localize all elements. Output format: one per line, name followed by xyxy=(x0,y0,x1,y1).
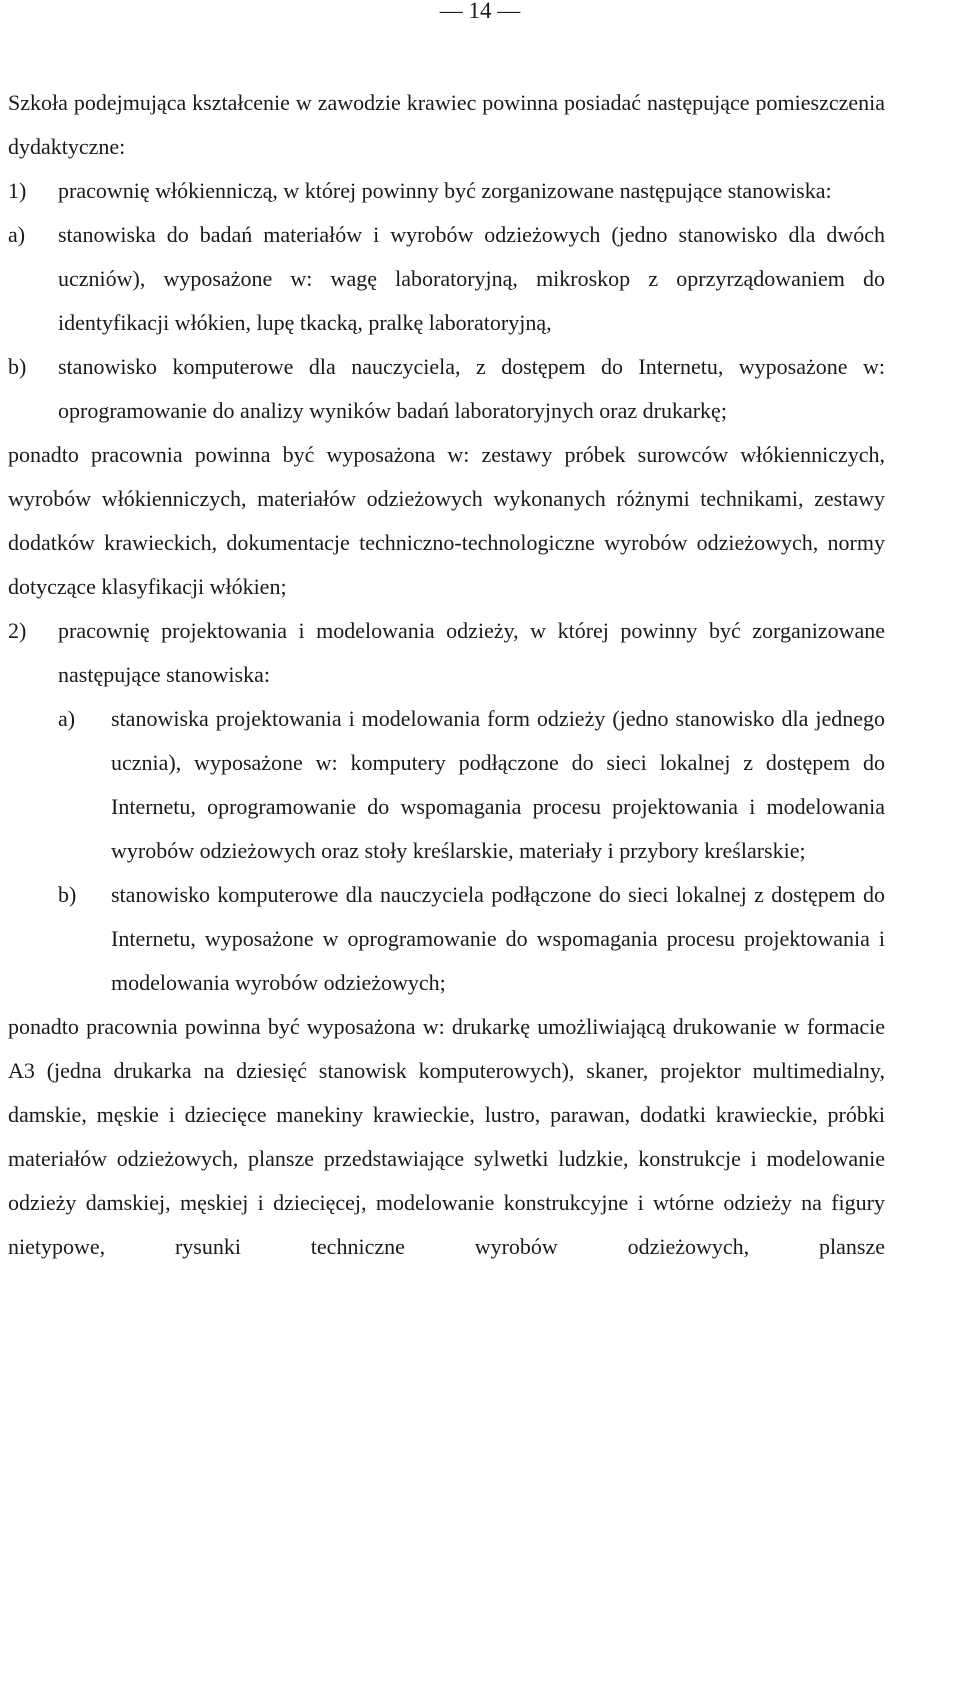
room-item-1 xyxy=(8,169,885,213)
page-number: — 14 — xyxy=(439,0,521,23)
intro-paragraph: Szkoła podejmująca kształcenie w zawodzie krawiec powinna posiadać następujące pomieszczenia dydaktyczne: xyxy=(8,90,885,159)
equipment-paragraph-1: ponadto pracownia powinna być wyposażona w: zestawy próbek surowców włókienniczych, wyrobów włókienniczych, materiałów odzieżowych wykonanych różnymi technikami, zestawy dodatków krawieckich, dokumentacje techniczno-technologiczne wyrobów odzieżowych, normy dotyczące klasyfikacji włókien; xyxy=(8,442,885,599)
room-marker: 2) xyxy=(8,618,27,643)
document-body xyxy=(8,81,885,1269)
station-item-1b xyxy=(8,345,885,433)
station-marker: b) xyxy=(8,354,27,379)
station-item-1a xyxy=(8,213,885,345)
equipment-paragraph-2: ponadto pracownia powinna być wyposażona w: drukarkę umożliwiającą drukowanie w formacie A3 (jedna drukarka na dziesięć stanowisk komputerowych), skaner, projektor multimedialny, damskie, męskie i dziecięce manekiny krawieckie, lustro, parawan, dodatki krawieckie, próbki materiałów odzieżowych, plansze przedstawiające sylwetki ludzkie, konstrukcje i modelowanie odzieży damskiej, męskiej i dziecięcej, modelowanie konstrukcyjne i wtórne odzieży na figury nietypowe, rysunki techniczne wyrobów odzieżowych, plansze xyxy=(8,1014,885,1259)
station-marker: b) xyxy=(58,882,77,907)
station-text: stanowiska do badań materiałów i wyrobów odzieżowych (jedno stanowisko dla dwóch uczniów), wyposażone w: wagę laboratoryjną, mikroskop z oprzyrządowaniem do identyfikacji włókien, lupę tkacką, pralkę laboratoryjną, xyxy=(58,222,885,335)
station-text: stanowisko komputerowe dla nauczyciela, z dostępem do Internetu, wyposażone w: oprogramowanie do analizy wyników badań laboratoryjnych oraz drukarkę; xyxy=(58,354,885,423)
station-item-2b xyxy=(8,873,885,1005)
station-marker: a) xyxy=(8,222,26,247)
room-marker: 1) xyxy=(8,178,27,203)
station-marker: a) xyxy=(58,706,76,731)
station-item-2a xyxy=(8,697,885,873)
station-text: stanowisko komputerowe dla nauczyciela podłączone do sieci lokalnej z dostępem do Internetu, wyposażone w oprogramowanie do wspomagania procesu projektowania i modelowania wyrobów odzieżowych; xyxy=(111,882,885,995)
room-text: pracownię włókienniczą, w której powinny być zorganizowane następujące stanowiska: xyxy=(58,178,832,203)
station-text: stanowiska projektowania i modelowania form odzieży (jedno stanowisko dla jednego ucznia), wyposażone w: komputery podłączone do sieci lokalnej z dostępem do Internetu, oprogramowanie do wspomagania procesu projektowania i modelowania wyrobów odzieżowych oraz stoły kreślarskie, materiały i przybory kreślarskie; xyxy=(111,706,885,863)
room-text: pracownię projektowania i modelowania odzieży, w której powinny być zorganizowane następujące stanowiska: xyxy=(58,618,885,687)
room-item-2 xyxy=(8,609,885,697)
